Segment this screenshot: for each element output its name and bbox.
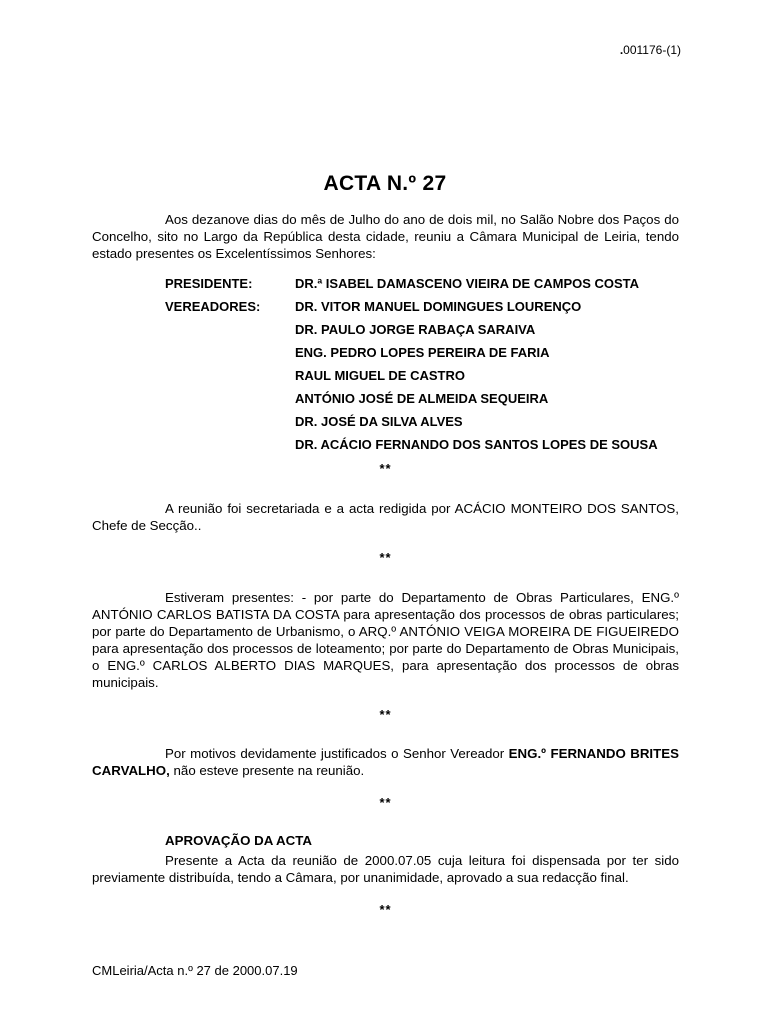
absence-text-after: não esteve presente na reunião. (169, 763, 365, 778)
reference-prefix: . (619, 43, 624, 57)
minutes-title: ACTA N.º 27 (323, 172, 447, 195)
president-name: DR.ª ISABEL DAMASCENO VIEIRA DE CAMPOS COSTA (295, 276, 640, 291)
page-footer: CMLeiria/Acta n.º 27 de 2000.07.19 (92, 963, 298, 978)
section-separator: ** (379, 707, 392, 722)
councillor-name: DR. JOSÉ DA SILVA ALVES (295, 414, 463, 429)
document-body (92, 211, 679, 918)
councillor-name: DR. PAULO JORGE RABAÇA SARAIVA (295, 322, 536, 337)
attendance-paragraph: Estiveram presentes: - por parte do Departamento de Obras Particulares, ENG.º ANTÓNIO CARLOS BATISTA DA COSTA para apresentação dos processos de obras particulares; por parte do Departamento de Urbanismo, o ARQ.º ANTÓNIO VEIGA MOREIRA DE FIGUEIREDO para apresentação dos processos de loteamento; por parte do Departamento de Obras Municipais, o ENG.º CARLOS ALBERTO DIAS MARQUES, para apresentação dos processos de obras municipais. (92, 590, 679, 690)
councillors-row (165, 298, 679, 453)
president-row (165, 275, 679, 292)
councillor-name: ANTÓNIO JOSÉ DE ALMEIDA SEQUEIRA (295, 391, 549, 406)
intro-paragraph: Aos dezanove dias do mês de Julho do ano de dois mil, no Salão Nobre dos Paços do Concelho, sito no Largo da República desta cidade, reuniu a Câmara Municipal de Leiria, tendo estado presentes os Excelentíssimos Senhores: (92, 212, 679, 261)
section-separator: ** (379, 902, 392, 917)
absent-councillor-name: ENG.º FERNANDO BRITES CARVALHO, (92, 746, 679, 778)
document-reference (560, 43, 681, 57)
councillors-label: VEREADORES: (165, 299, 261, 314)
section-separator: ** (379, 550, 392, 565)
section-separator: ** (379, 795, 392, 810)
councillors-names (295, 298, 679, 453)
approval-paragraph: Presente a Acta da reunião de 2000.07.05 cuja leitura foi dispensada por ter sido previamente distribuída, tendo a Câmara, por unanimidade, aprovado a sua redacção final. (92, 853, 679, 885)
reference-number: 001176-(1) (623, 43, 681, 57)
councillor-name: RAUL MIGUEL DE CASTRO (295, 368, 465, 383)
approval-heading: APROVAÇÃO DA ACTA (165, 833, 312, 848)
section-separator: ** (379, 461, 392, 476)
secretary-paragraph: A reunião foi secretariada e a acta redigida por ACÁCIO MONTEIRO DOS SANTOS, Chefe de Secção.. (92, 501, 679, 533)
councillor-name: DR. ACÁCIO FERNANDO DOS SANTOS LOPES DE SOUSA (295, 437, 658, 452)
attendees-list (165, 275, 679, 453)
councillor-name: DR. VITOR MANUEL DOMINGUES LOURENÇO (295, 299, 582, 314)
absence-paragraph (92, 745, 679, 779)
absence-text-before: Por motivos devidamente justificados o Senhor Vereador (165, 746, 509, 761)
president-label: PRESIDENTE: (165, 276, 253, 291)
councillor-name: ENG. PEDRO LOPES PEREIRA DE FARIA (295, 345, 550, 360)
